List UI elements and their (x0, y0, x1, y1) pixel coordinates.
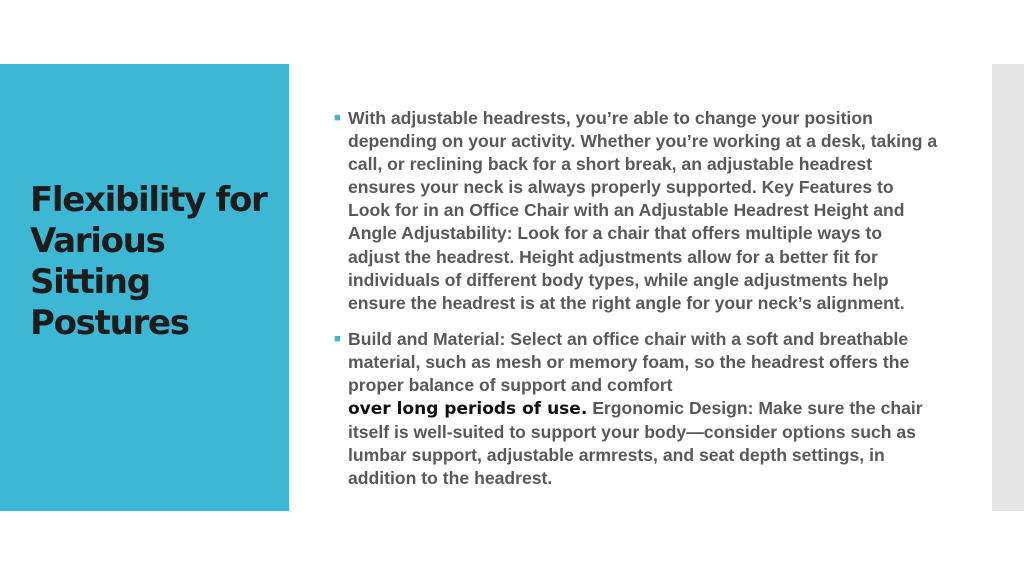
bullet-text: With adjustable headrests, you’re able to change your position depending on your activity. Whether you’re working at a desk, taking a call, or reclining back for a short break, an adjustable headrest ensures your neck is always properly supported. Key Features to Look for in an Office Chair with an Adjustable Headrest Height and Angle Adjustability: Look for a chair that offers multiple ways to adjust the headrest. Height adjustments allow for a better fit for individuals of different body types, while angle adjustments help ensure the headrest is at the right angle for your neck’s alignment. (348, 108, 938, 313)
slide-title: Flexibility for Various Sitting Postures (30, 180, 267, 343)
bullet-item (334, 328, 938, 491)
bullet-text-continued: Ergonomic Design: Make sure the chair itself is well-suited to support your body—consider options such as lumbar support, adjustable armrests, and seat depth settings, in addition to the headrest. (348, 398, 923, 489)
bullet-dot-icon: ■ (334, 332, 341, 345)
bullet-text: Build and Material: Select an office chair with a soft and breathable material, such as mesh or memory foam, so the headrest offers the proper balance of support and comfort (348, 328, 910, 396)
bullet-dot-icon: ■ (334, 112, 341, 124)
bullet-item (334, 107, 938, 315)
bullet-emphasis: over long periods of use. (348, 399, 588, 420)
scrollbar-track[interactable] (992, 64, 1024, 511)
slide-body (334, 107, 938, 504)
